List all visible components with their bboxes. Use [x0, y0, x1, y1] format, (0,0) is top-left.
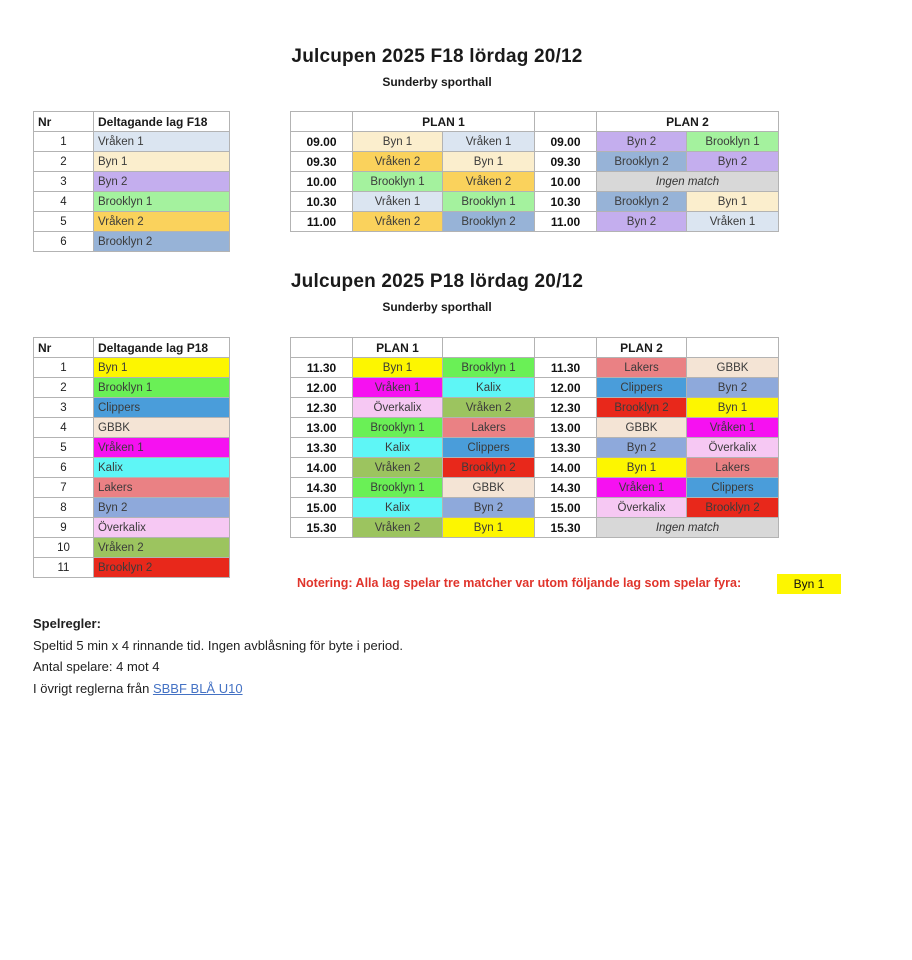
team-cell: Vråken 1	[94, 132, 230, 152]
team-cell: Vråken 2	[353, 152, 443, 172]
table-header-row	[34, 338, 230, 358]
nr-cell: 4	[34, 418, 94, 438]
empty-header-cell	[687, 338, 779, 358]
team-cell: Lakers	[94, 478, 230, 498]
schedule-row	[291, 498, 779, 518]
team-cell: GBBK	[443, 478, 535, 498]
table-header-row	[34, 112, 230, 132]
time-cell: 14.00	[535, 458, 597, 478]
team-cell: Byn 2	[597, 132, 687, 152]
team-cell: Lakers	[443, 418, 535, 438]
table-row	[34, 478, 230, 498]
team-cell: Brooklyn 2	[94, 558, 230, 578]
team-cell: Brooklyn 2	[443, 212, 535, 232]
team-cell: Kalix	[353, 498, 443, 518]
team-column-header: Deltagande lag F18	[94, 112, 230, 132]
team-cell: Brooklyn 2	[597, 398, 687, 418]
nr-cell: 1	[34, 358, 94, 378]
rules-line-playtime: Speltid 5 min x 4 rinnande tid. Ingen avblåsning för byte i period.	[33, 637, 404, 653]
rules-heading: Spelregler:	[33, 616, 101, 631]
team-cell: Clippers	[597, 378, 687, 398]
schedule-row	[291, 518, 779, 538]
schedule-row	[291, 358, 779, 378]
p18-subtitle: Sunderby sporthall	[382, 300, 492, 314]
notering-text: Notering: Alla lag spelar tre matcher var utom följande lag som spelar fyra:	[297, 576, 742, 590]
team-cell: Byn 2	[597, 212, 687, 232]
nr-cell: 5	[34, 212, 94, 232]
team-cell: Brooklyn 1	[353, 172, 443, 192]
table-row	[34, 558, 230, 578]
nr-cell: 3	[34, 398, 94, 418]
nr-cell: 3	[34, 172, 94, 192]
schedule-row	[291, 438, 779, 458]
team-cell: GBBK	[597, 418, 687, 438]
team-cell: Brooklyn 1	[94, 192, 230, 212]
schedule-row	[291, 152, 779, 172]
team-cell: Byn 2	[94, 498, 230, 518]
time-cell: 09.30	[291, 152, 353, 172]
team-cell: Byn 2	[597, 438, 687, 458]
team-cell: Brooklyn 2	[443, 458, 535, 478]
team-cell: Byn 1	[94, 152, 230, 172]
plan1-header: PLAN 1	[353, 338, 443, 358]
team-cell: Vråken 1	[443, 132, 535, 152]
time-cell: 10.30	[535, 192, 597, 212]
team-cell: Brooklyn 1	[687, 132, 779, 152]
schedule-row	[291, 132, 779, 152]
time-cell: 12.30	[535, 398, 597, 418]
plan-header-row	[291, 338, 779, 358]
team-cell: Överkalix	[94, 518, 230, 538]
notering-team-badge: Byn 1	[777, 574, 841, 594]
time-cell: 10.00	[535, 172, 597, 192]
team-cell: Brooklyn 1	[353, 478, 443, 498]
time-cell: 14.30	[291, 478, 353, 498]
f18-title: Julcupen 2025 F18 lördag 20/12	[291, 46, 583, 67]
nr-cell: 5	[34, 438, 94, 458]
f18-subtitle: Sunderby sporthall	[382, 75, 492, 89]
time-cell: 10.00	[291, 172, 353, 192]
team-cell: Vråken 1	[353, 378, 443, 398]
schedule-row	[291, 418, 779, 438]
team-cell: Vråken 2	[94, 212, 230, 232]
team-cell: GBBK	[94, 418, 230, 438]
team-cell: Clippers	[443, 438, 535, 458]
time-cell: 12.00	[291, 378, 353, 398]
table-row	[34, 438, 230, 458]
team-cell: Vråken 1	[597, 478, 687, 498]
nr-cell: 6	[34, 458, 94, 478]
time-cell: 15.00	[291, 498, 353, 518]
team-cell: Lakers	[597, 358, 687, 378]
team-cell: Byn 2	[94, 172, 230, 192]
time-cell: 13.00	[535, 418, 597, 438]
time-cell: 13.00	[291, 418, 353, 438]
team-cell: Byn 1	[353, 132, 443, 152]
p18-schedule-table	[290, 337, 779, 538]
time-cell: 11.00	[291, 212, 353, 232]
table-row	[34, 498, 230, 518]
time-cell: 12.30	[291, 398, 353, 418]
nr-cell: 2	[34, 378, 94, 398]
team-cell: Kalix	[443, 378, 535, 398]
p18-teams-table	[33, 337, 230, 578]
team-cell: Vråken 1	[687, 212, 779, 232]
time-cell: 13.30	[291, 438, 353, 458]
rules-reference-prefix: I övrigt reglerna från	[33, 680, 153, 696]
nr-column-header: Nr	[34, 338, 94, 358]
table-row	[34, 398, 230, 418]
team-cell: Kalix	[353, 438, 443, 458]
schedule-row	[291, 192, 779, 212]
nr-cell: 10	[34, 538, 94, 558]
team-cell: Byn 1	[687, 192, 779, 212]
schedule-row	[291, 478, 779, 498]
team-cell: Byn 2	[687, 152, 779, 172]
table-row	[34, 192, 230, 212]
table-row	[34, 538, 230, 558]
time-cell: 09.00	[535, 132, 597, 152]
table-row	[34, 358, 230, 378]
plan2-header: PLAN 2	[597, 112, 779, 132]
empty-header-cell	[443, 338, 535, 358]
time-cell: 14.00	[291, 458, 353, 478]
team-cell: Lakers	[687, 458, 779, 478]
time-cell: 13.30	[535, 438, 597, 458]
team-cell: Vråken 2	[94, 538, 230, 558]
team-cell: Brooklyn 1	[443, 192, 535, 212]
team-cell: Brooklyn 2	[597, 152, 687, 172]
team-cell: Vråken 2	[353, 458, 443, 478]
team-cell: Överkalix	[597, 498, 687, 518]
team-cell: Byn 1	[443, 152, 535, 172]
team-cell: Byn 1	[443, 518, 535, 538]
rules-line-reference	[33, 678, 403, 700]
table-row	[34, 232, 230, 252]
nr-cell: 9	[34, 518, 94, 538]
p18-title: Julcupen 2025 P18 lördag 20/12	[290, 271, 584, 292]
f18-teams-table	[33, 111, 230, 252]
team-cell: Överkalix	[353, 398, 443, 418]
team-cell: Vråken 2	[443, 172, 535, 192]
team-cell: Kalix	[94, 458, 230, 478]
rules-line-players: Antal spelare: 4 mot 4	[33, 659, 160, 674]
team-cell: Byn 2	[443, 498, 535, 518]
empty-header-cell	[535, 338, 597, 358]
time-cell: 15.30	[535, 518, 597, 538]
schedule-row	[291, 172, 779, 192]
team-cell: Vråken 2	[353, 212, 443, 232]
team-cell: Clippers	[687, 478, 779, 498]
time-cell: 10.30	[291, 192, 353, 212]
nr-cell: 2	[34, 152, 94, 172]
team-column-header: Deltagande lag P18	[94, 338, 230, 358]
nr-column-header: Nr	[34, 112, 94, 132]
nr-cell: 6	[34, 232, 94, 252]
no-match-cell: Ingen match	[597, 172, 779, 192]
team-cell: Överkalix	[687, 438, 779, 458]
time-cell: 15.30	[291, 518, 353, 538]
rules-block	[33, 613, 403, 699]
empty-header-cell	[291, 112, 353, 132]
schedule-row	[291, 458, 779, 478]
team-cell: Vråken 1	[353, 192, 443, 212]
table-row	[34, 378, 230, 398]
table-row	[34, 418, 230, 438]
team-cell: Brooklyn 1	[443, 358, 535, 378]
team-cell: Brooklyn 2	[94, 232, 230, 252]
table-row	[34, 172, 230, 192]
schedule-row	[291, 212, 779, 232]
team-cell: Vråken 1	[94, 438, 230, 458]
team-cell: Vråken 2	[443, 398, 535, 418]
team-cell: GBBK	[687, 358, 779, 378]
schedule-row	[291, 378, 779, 398]
team-cell: Byn 1	[687, 398, 779, 418]
sbbf-rules-link[interactable]: SBBF BLÅ U10	[152, 680, 243, 696]
team-cell: Brooklyn 2	[597, 192, 687, 212]
no-match-cell: Ingen match	[597, 518, 779, 538]
plan2-header: PLAN 2	[597, 338, 687, 358]
time-cell: 14.30	[535, 478, 597, 498]
team-cell: Vråken 2	[353, 518, 443, 538]
schedule-row	[291, 398, 779, 418]
time-cell: 11.30	[291, 358, 353, 378]
plan1-header: PLAN 1	[353, 112, 535, 132]
time-cell: 09.00	[291, 132, 353, 152]
nr-cell: 1	[34, 132, 94, 152]
nr-cell: 4	[34, 192, 94, 212]
team-cell: Byn 2	[687, 378, 779, 398]
plan-header-row	[291, 112, 779, 132]
empty-header-cell	[535, 112, 597, 132]
team-cell: Brooklyn 2	[687, 498, 779, 518]
team-cell: Vråken 1	[687, 418, 779, 438]
table-row	[34, 132, 230, 152]
time-cell: 11.30	[535, 358, 597, 378]
team-cell: Byn 1	[94, 358, 230, 378]
table-row	[34, 458, 230, 478]
team-cell: Brooklyn 1	[353, 418, 443, 438]
nr-cell: 11	[34, 558, 94, 578]
table-row	[34, 212, 230, 232]
team-cell: Brooklyn 1	[94, 378, 230, 398]
table-row	[34, 518, 230, 538]
table-row	[34, 152, 230, 172]
nr-cell: 8	[34, 498, 94, 518]
time-cell: 15.00	[535, 498, 597, 518]
f18-schedule-table	[290, 111, 779, 232]
team-cell: Byn 1	[353, 358, 443, 378]
team-cell: Byn 1	[597, 458, 687, 478]
time-cell: 12.00	[535, 378, 597, 398]
nr-cell: 7	[34, 478, 94, 498]
time-cell: 09.30	[535, 152, 597, 172]
time-cell: 11.00	[535, 212, 597, 232]
empty-header-cell	[291, 338, 353, 358]
team-cell: Clippers	[94, 398, 230, 418]
